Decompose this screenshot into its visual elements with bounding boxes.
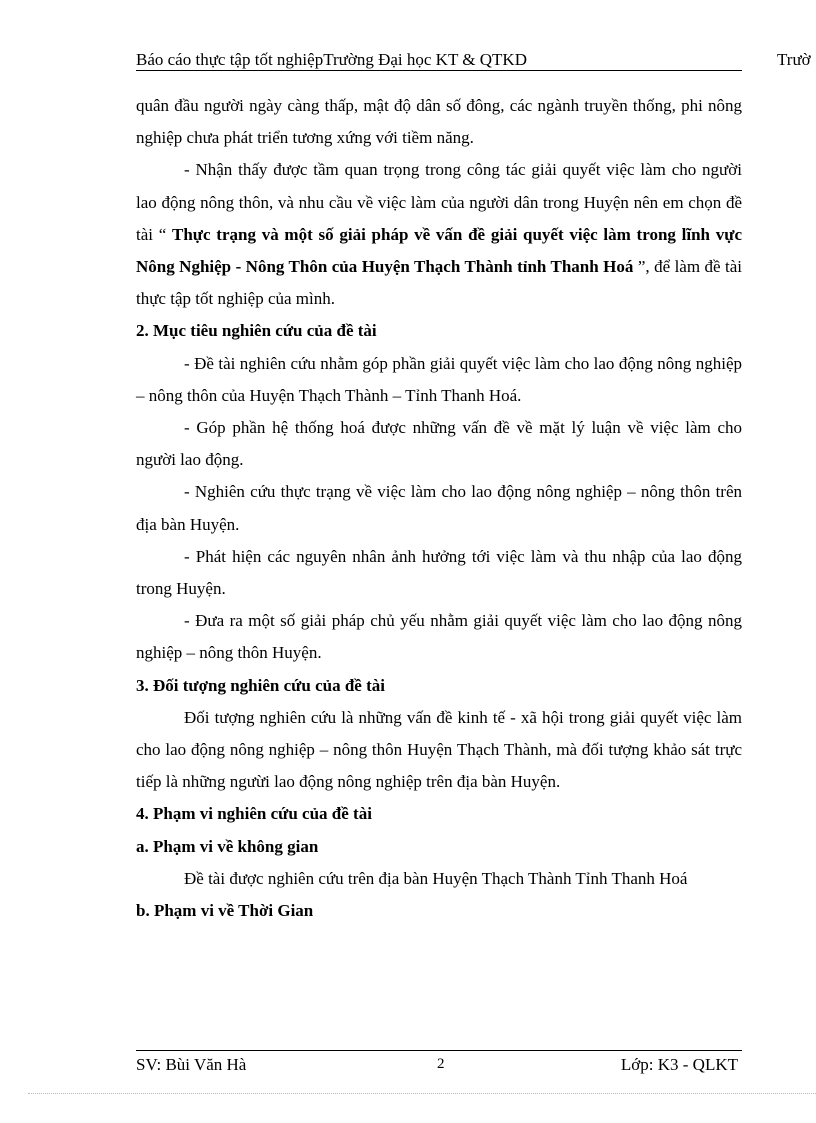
running-header-right: Trườ bbox=[777, 50, 811, 69]
list-item: - Đưa ra một số giải pháp chủ yếu nhằm giải quyết việc làm cho lao động nông nghiệp – nông thôn Huyện. bbox=[136, 611, 742, 663]
list-item: - Đề tài nghiên cứu nhằm góp phần giải quyết việc làm cho lao động nông nghiệp – nông thôn của Huyện Thạch Thành – Tỉnh Thanh Hoá. bbox=[136, 353, 742, 405]
page-boundary bbox=[28, 1093, 816, 1094]
running-header-left: Báo cáo thực tập tốt nghiệpTrường Đại học KT & QTKD bbox=[136, 50, 527, 69]
header-rule bbox=[136, 70, 742, 71]
page-number: 2 bbox=[437, 1056, 445, 1072]
footer-rule bbox=[136, 1050, 742, 1051]
section-heading: 2. Mục tiêu nghiên cứu của đề tài bbox=[136, 321, 377, 341]
list-item: - Phát hiện các nguyên nhân ảnh hưởng tới việc làm và thu nhập của lao động trong Huyện. bbox=[136, 546, 742, 599]
list-item: - Góp phần hệ thống hoá được những vấn đề về mặt lý luận về việc làm cho người lao động. bbox=[136, 418, 742, 470]
footer-class: Lớp: K3 - QLKT bbox=[620, 1055, 738, 1074]
paragraph: quân đầu người ngày càng thấp, mật độ dân số đông, các ngành truyền thống, phi nông nghiệp chưa phát triển tương xứng với tiềm năng. bbox=[136, 96, 742, 148]
paragraph: Đối tượng nghiên cứu là những vấn đề kinh tế - xã hội trong giải quyết việc làm cho lao động nông nghiệp – nông thôn Huyện Thạch Thành, mà đối tượng khảo sát trực tiếp là những ngưừi lao động nông nghiệp trên địa bàn Huyện. bbox=[136, 707, 742, 792]
subsection-heading: b. Phạm vi về Thời Gian bbox=[136, 901, 314, 921]
paragraph-text: ”, để làm đề tài thực tập tốt nghiệp của mình. bbox=[136, 257, 742, 309]
document-body bbox=[136, 90, 742, 927]
section-heading: 4. Phạm vi nghiên cứu của đề tài bbox=[136, 804, 372, 824]
paragraph bbox=[136, 154, 742, 315]
paragraph-text: - Nhận thấy được tầm quan trọng trong công tác giải quyết việc làm cho người lao động nông thôn, và nhu cầu về việc làm của người dân trong Huyện nên em chọn đề tài “ bbox=[136, 160, 742, 244]
footer-student: SV: Bùi Văn Hà bbox=[136, 1055, 247, 1074]
subsection-heading: a. Phạm vi về không gian bbox=[136, 836, 319, 856]
topic-title: Thực trạng và một số giải pháp về vấn đề giải quyết việc làm trong lĩnh vực Nông Nghiệp - Nông Thôn của Huyện Thạch Thành tỉnh Thanh Hoá bbox=[136, 224, 742, 277]
list-item: - Nghiên cứu thực trạng về việc làm cho lao động nông nghiệp – nông thôn trên địa bàn Huyện. bbox=[136, 482, 742, 534]
section-heading: 3. Đối tượng nghiên cứu của đề tài bbox=[136, 675, 385, 695]
paragraph: Đề tài được nghiên cứu trên địa bàn Huyện Thạch Thành Tỉnh Thanh Hoá bbox=[184, 868, 688, 888]
